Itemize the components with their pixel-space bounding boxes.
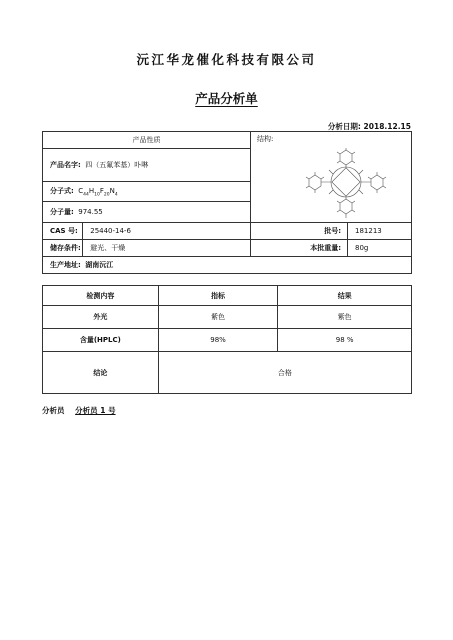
table-row — [43, 329, 412, 352]
header-test-item: 检测内容 — [43, 286, 159, 306]
row-spec: 98% — [158, 329, 278, 352]
weight-label: 本批重量: — [250, 240, 347, 257]
analyst-signature — [42, 405, 116, 416]
company-name: 沅江华龙催化科技有限公司 — [136, 52, 317, 67]
formula-cell — [43, 182, 251, 201]
storage-label: 储存条件: — [43, 240, 83, 257]
batch-value: 181213 — [348, 223, 412, 240]
row-result: 紫色 — [278, 306, 412, 329]
analyst-label: 分析员 — [42, 406, 65, 415]
formula-label: 分子式: — [50, 186, 74, 195]
batch-label: 批号: — [250, 223, 347, 240]
mw-label: 分子量: — [50, 207, 74, 216]
molecular-weight-cell — [43, 201, 251, 222]
table-row — [43, 306, 412, 329]
row-item: 含量(HPLC) — [43, 329, 159, 352]
origin-cell — [43, 257, 412, 274]
conclusion-label: 结论 — [43, 352, 159, 394]
properties-section-title: 产品性质 — [43, 132, 251, 149]
origin-value: 湖南沅江 — [85, 261, 114, 269]
cas-value: 25440-14-6 — [83, 223, 251, 240]
header-result: 结果 — [278, 286, 412, 306]
header-spec: 指标 — [158, 286, 278, 306]
document-title — [0, 89, 453, 107]
date-label: 分析日期: — [327, 122, 361, 131]
row-item: 外光 — [43, 306, 159, 329]
structure-label: 结构: — [256, 135, 274, 143]
mw-value: 974.55 — [78, 207, 103, 216]
row-result: 98 % — [278, 329, 412, 352]
product-properties-table — [42, 131, 412, 274]
conclusion-value: 合格 — [158, 352, 411, 394]
weight-value: 80g — [348, 240, 412, 257]
document-title-text: 产品分析单 — [195, 91, 258, 106]
analyst-value: 分析员 1 号 — [75, 406, 116, 415]
porphyrin-structure-image — [281, 148, 411, 222]
test-results-table — [42, 285, 412, 394]
date-value: 2018.12.15 — [363, 122, 411, 131]
product-name-label: 产品名字: — [50, 161, 81, 170]
product-name-value: 四（五氟苯基）卟啉 — [85, 161, 149, 170]
product-name-cell — [43, 149, 251, 182]
origin-label: 生产地址: — [50, 261, 81, 269]
formula-value: $C_{44}H_{10}F_{20}N_4$ — [78, 186, 118, 198]
cas-label: CAS 号: — [43, 223, 83, 240]
row-spec: 紫色 — [158, 306, 278, 329]
storage-value: 避光、干燥 — [83, 240, 251, 257]
structure-cell — [250, 132, 411, 223]
